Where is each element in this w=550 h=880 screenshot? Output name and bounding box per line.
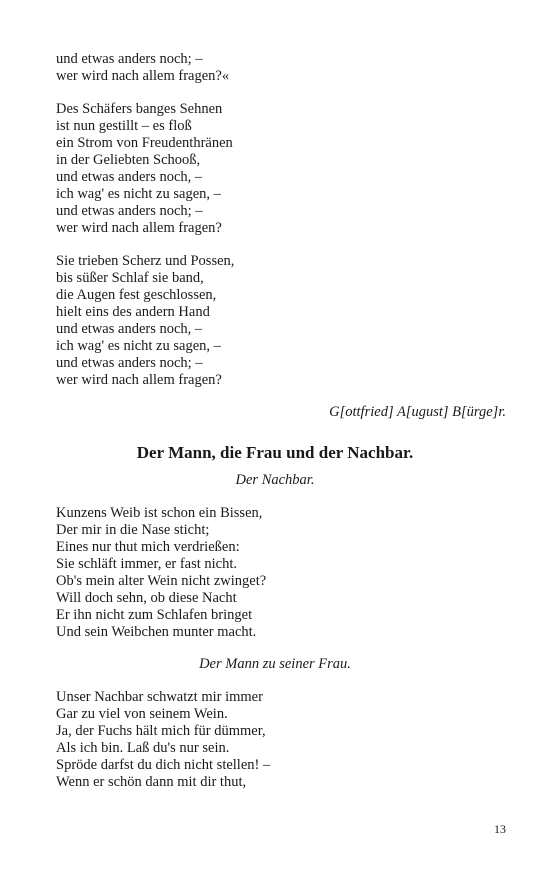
poem-line: Ob's mein alter Wein nicht zwinget? bbox=[56, 573, 267, 589]
poem-line: ist nun gestillt – es floß bbox=[56, 118, 192, 134]
poem-line: wer wird nach allem fragen?« bbox=[56, 68, 230, 84]
poem-line: Wenn er schön dann mit dir thut, bbox=[56, 774, 247, 790]
poem-line: ich wag' es nicht zu sagen, – bbox=[56, 186, 221, 202]
poem-line: Will doch sehn, ob diese Nacht bbox=[56, 590, 237, 606]
poem-stanza-1 bbox=[56, 51, 229, 85]
poem-line: und etwas anders noch, – bbox=[56, 169, 203, 185]
poem-line: Des Schäfers banges Sehnen bbox=[56, 101, 223, 117]
poem-stanza-nachbar bbox=[56, 505, 266, 641]
poem-title: Der Mann, die Frau und der Nachbar. bbox=[136, 443, 414, 462]
poem-line: Eines nur thut mich verdrießen: bbox=[56, 539, 240, 555]
poem-stanza-3 bbox=[56, 253, 234, 389]
poem-line: Ja, der Fuchs hält mich für dümmer, bbox=[56, 723, 266, 739]
poem-line: Kunzens Weib ist schon ein Bissen, bbox=[56, 505, 263, 521]
poem-line: die Augen fest geschlossen, bbox=[56, 287, 217, 303]
poem-line: Der mir in die Nase sticht; bbox=[56, 522, 210, 538]
speaker-heading: Der Mann zu seiner Frau. bbox=[199, 656, 351, 672]
poem-line: bis süßer Schlaf sie band, bbox=[56, 270, 204, 286]
poem-line: Gar zu viel von seinem Wein. bbox=[56, 706, 228, 722]
poem-line: Unser Nachbar schwatzt mir immer bbox=[56, 689, 263, 705]
poem-line: Und sein Weibchen munter macht. bbox=[56, 624, 257, 640]
poem-line: ich wag' es nicht zu sagen, – bbox=[56, 338, 221, 354]
poem-stanza-mann bbox=[56, 689, 270, 791]
poem-line: Als ich bin. Laß du's nur sein. bbox=[56, 740, 230, 756]
poem-line: Sie trieben Scherz und Possen, bbox=[56, 253, 235, 269]
poem-line: Spröde darfst du dich nicht stellen! – bbox=[56, 757, 271, 773]
speaker-heading: Der Nachbar. bbox=[235, 472, 315, 488]
poem-line: und etwas anders noch; – bbox=[56, 203, 203, 219]
poem-line: Er ihn nicht zum Schlafen bringet bbox=[56, 607, 253, 623]
poem-stanza-2 bbox=[56, 101, 233, 237]
poem-line: Sie schläft immer, er fast nicht. bbox=[56, 556, 238, 572]
poem-line: ein Strom von Freudenthränen bbox=[56, 135, 233, 151]
poem-line: und etwas anders noch; – bbox=[56, 355, 203, 371]
author-signature: G[ottfried] A[ugust] B[ürge]r. bbox=[329, 404, 506, 420]
page-number: 13 bbox=[494, 822, 506, 836]
poem-line: hielt eins des andern Hand bbox=[56, 304, 210, 320]
poem-line: in der Geliebten Schooß, bbox=[56, 152, 201, 168]
poem-line: und etwas anders noch, – bbox=[56, 321, 203, 337]
poem-line: wer wird nach allem fragen? bbox=[56, 220, 222, 236]
poem-line: wer wird nach allem fragen? bbox=[56, 372, 222, 388]
poem-line: und etwas anders noch; – bbox=[56, 51, 203, 67]
